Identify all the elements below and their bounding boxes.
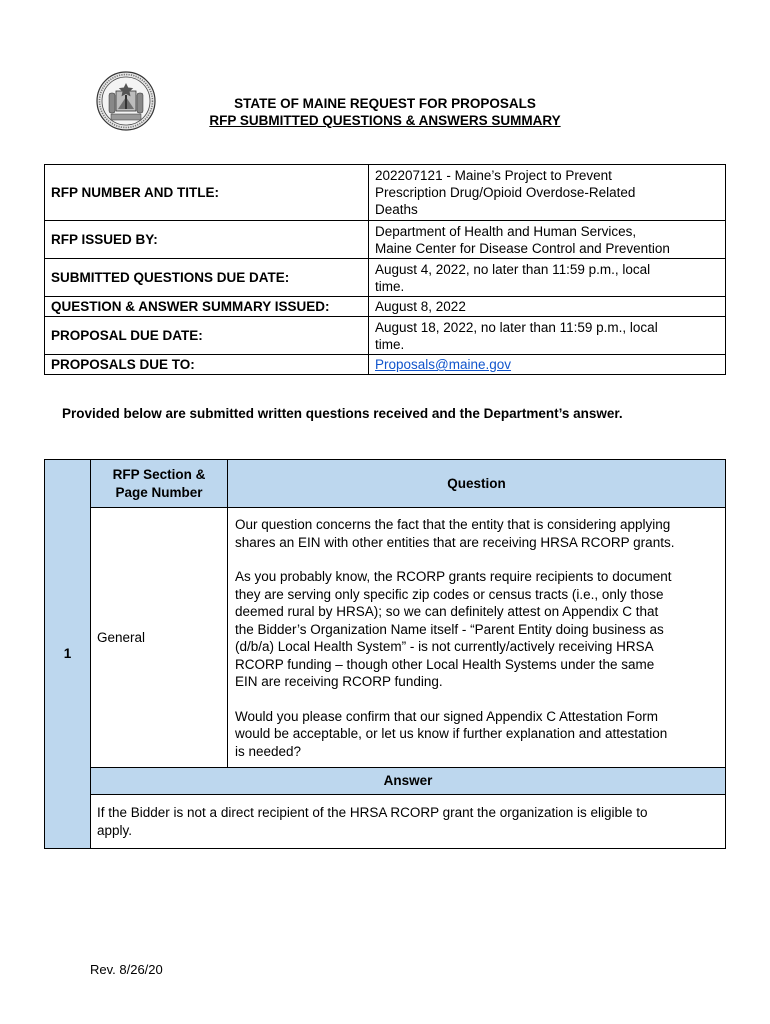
question-line: (d/b/a) Local Health System” - is not currently/actively receiving HRSA xyxy=(235,639,654,654)
question-line: deemed rural by HRSA); so we can definitely attest on Appendix C that xyxy=(235,604,659,619)
info-row xyxy=(45,317,726,355)
title-line-2: RFP SUBMITTED QUESTIONS & ANSWERS SUMMARY xyxy=(209,113,561,128)
document-title xyxy=(0,95,770,129)
section-header xyxy=(91,460,228,508)
value-line: August 18, 2022, no later than 11:59 p.m., local xyxy=(375,319,658,335)
question-row xyxy=(45,508,726,768)
section-header-line: RFP Section & xyxy=(112,467,206,482)
proposal-due-label: PROPOSAL DUE DATE: xyxy=(45,317,369,355)
value-line: Deaths xyxy=(375,202,418,217)
question-line: is needed? xyxy=(235,743,302,759)
qa-issued-value xyxy=(369,297,726,317)
question-text xyxy=(228,508,726,768)
issued-by-value xyxy=(369,221,726,259)
questions-due-label: SUBMITTED QUESTIONS DUE DATE: xyxy=(45,259,369,297)
question-line: the Bidder’s Organization Name itself - “Parent Entity doing business as xyxy=(235,621,664,637)
info-row xyxy=(45,259,726,297)
answer-line: If the Bidder is not a direct recipient of the HRSA RCORP grant the organization is eligible to xyxy=(97,805,648,820)
qa-header-row xyxy=(45,460,726,508)
info-row xyxy=(45,165,726,221)
value-line: time. xyxy=(375,278,405,294)
question-line: shares an EIN with other entities that are receiving HRSA RCORP grants. xyxy=(235,534,675,550)
answer-header-row xyxy=(45,768,726,795)
answer-text xyxy=(91,795,726,849)
title-line-1: STATE OF MAINE REQUEST FOR PROPOSALS xyxy=(234,96,536,111)
question-line: Would you please confirm that our signed Appendix C Attestation Form xyxy=(235,708,658,724)
question-line: As you probably know, the RCORP grants require recipients to document xyxy=(235,569,672,584)
question-paragraph xyxy=(235,708,719,761)
question-line: RCORP funding – though other Local Health Systems under the same xyxy=(235,656,655,672)
qa-issued-label: QUESTION & ANSWER SUMMARY ISSUED: xyxy=(45,297,369,317)
value-line: Department of Health and Human Services, xyxy=(375,223,637,239)
question-paragraph xyxy=(235,516,719,551)
rfp-number-label: RFP NUMBER AND TITLE: xyxy=(45,165,369,221)
value-line: time. xyxy=(375,336,405,352)
question-line: Our question concerns the fact that the entity that is considering applying xyxy=(235,517,671,532)
question-number: 1 xyxy=(45,460,91,849)
info-row xyxy=(45,221,726,259)
info-row xyxy=(45,355,726,375)
proposals-email-link[interactable]: Proposals@maine.gov xyxy=(375,357,512,372)
question-line: would be acceptable, or let us know if further explanation and attestation xyxy=(235,726,668,741)
value-line: August 4, 2022, no later than 11:59 p.m., local xyxy=(375,261,651,277)
value-line: 202207121 - Maine’s Project to Prevent xyxy=(375,168,612,183)
answer-row xyxy=(45,795,726,849)
questions-due-value xyxy=(369,259,726,297)
issued-by-label: RFP ISSUED BY: xyxy=(45,221,369,259)
value-line: August 8, 2022 xyxy=(375,299,466,314)
answer-header: Answer xyxy=(91,768,726,795)
value-line: Prescription Drug/Opioid Overdose-Related xyxy=(375,185,636,200)
question-paragraph xyxy=(235,568,719,691)
question-line: EIN are receiving RCORP funding. xyxy=(235,674,443,689)
question-header: Question xyxy=(228,460,726,508)
answer-line: apply. xyxy=(97,822,133,838)
rfp-info-table xyxy=(44,164,726,375)
section-header-line: Page Number xyxy=(115,484,203,500)
qa-table xyxy=(44,459,726,849)
proposals-due-to-label: PROPOSALS DUE TO: xyxy=(45,355,369,375)
proposals-due-to-value xyxy=(369,355,726,375)
section-value: General xyxy=(91,508,228,768)
revision-footer: Rev. 8/26/20 xyxy=(90,962,163,977)
rfp-number-value xyxy=(369,165,726,221)
proposal-due-value xyxy=(369,317,726,355)
value-line: Maine Center for Disease Control and Prevention xyxy=(375,240,670,256)
question-line: they are serving only specific zip codes or census tracts (i.e., only those xyxy=(235,586,664,602)
info-row xyxy=(45,297,726,317)
intro-text: Provided below are submitted written questions received and the Department’s answer. xyxy=(62,406,623,421)
